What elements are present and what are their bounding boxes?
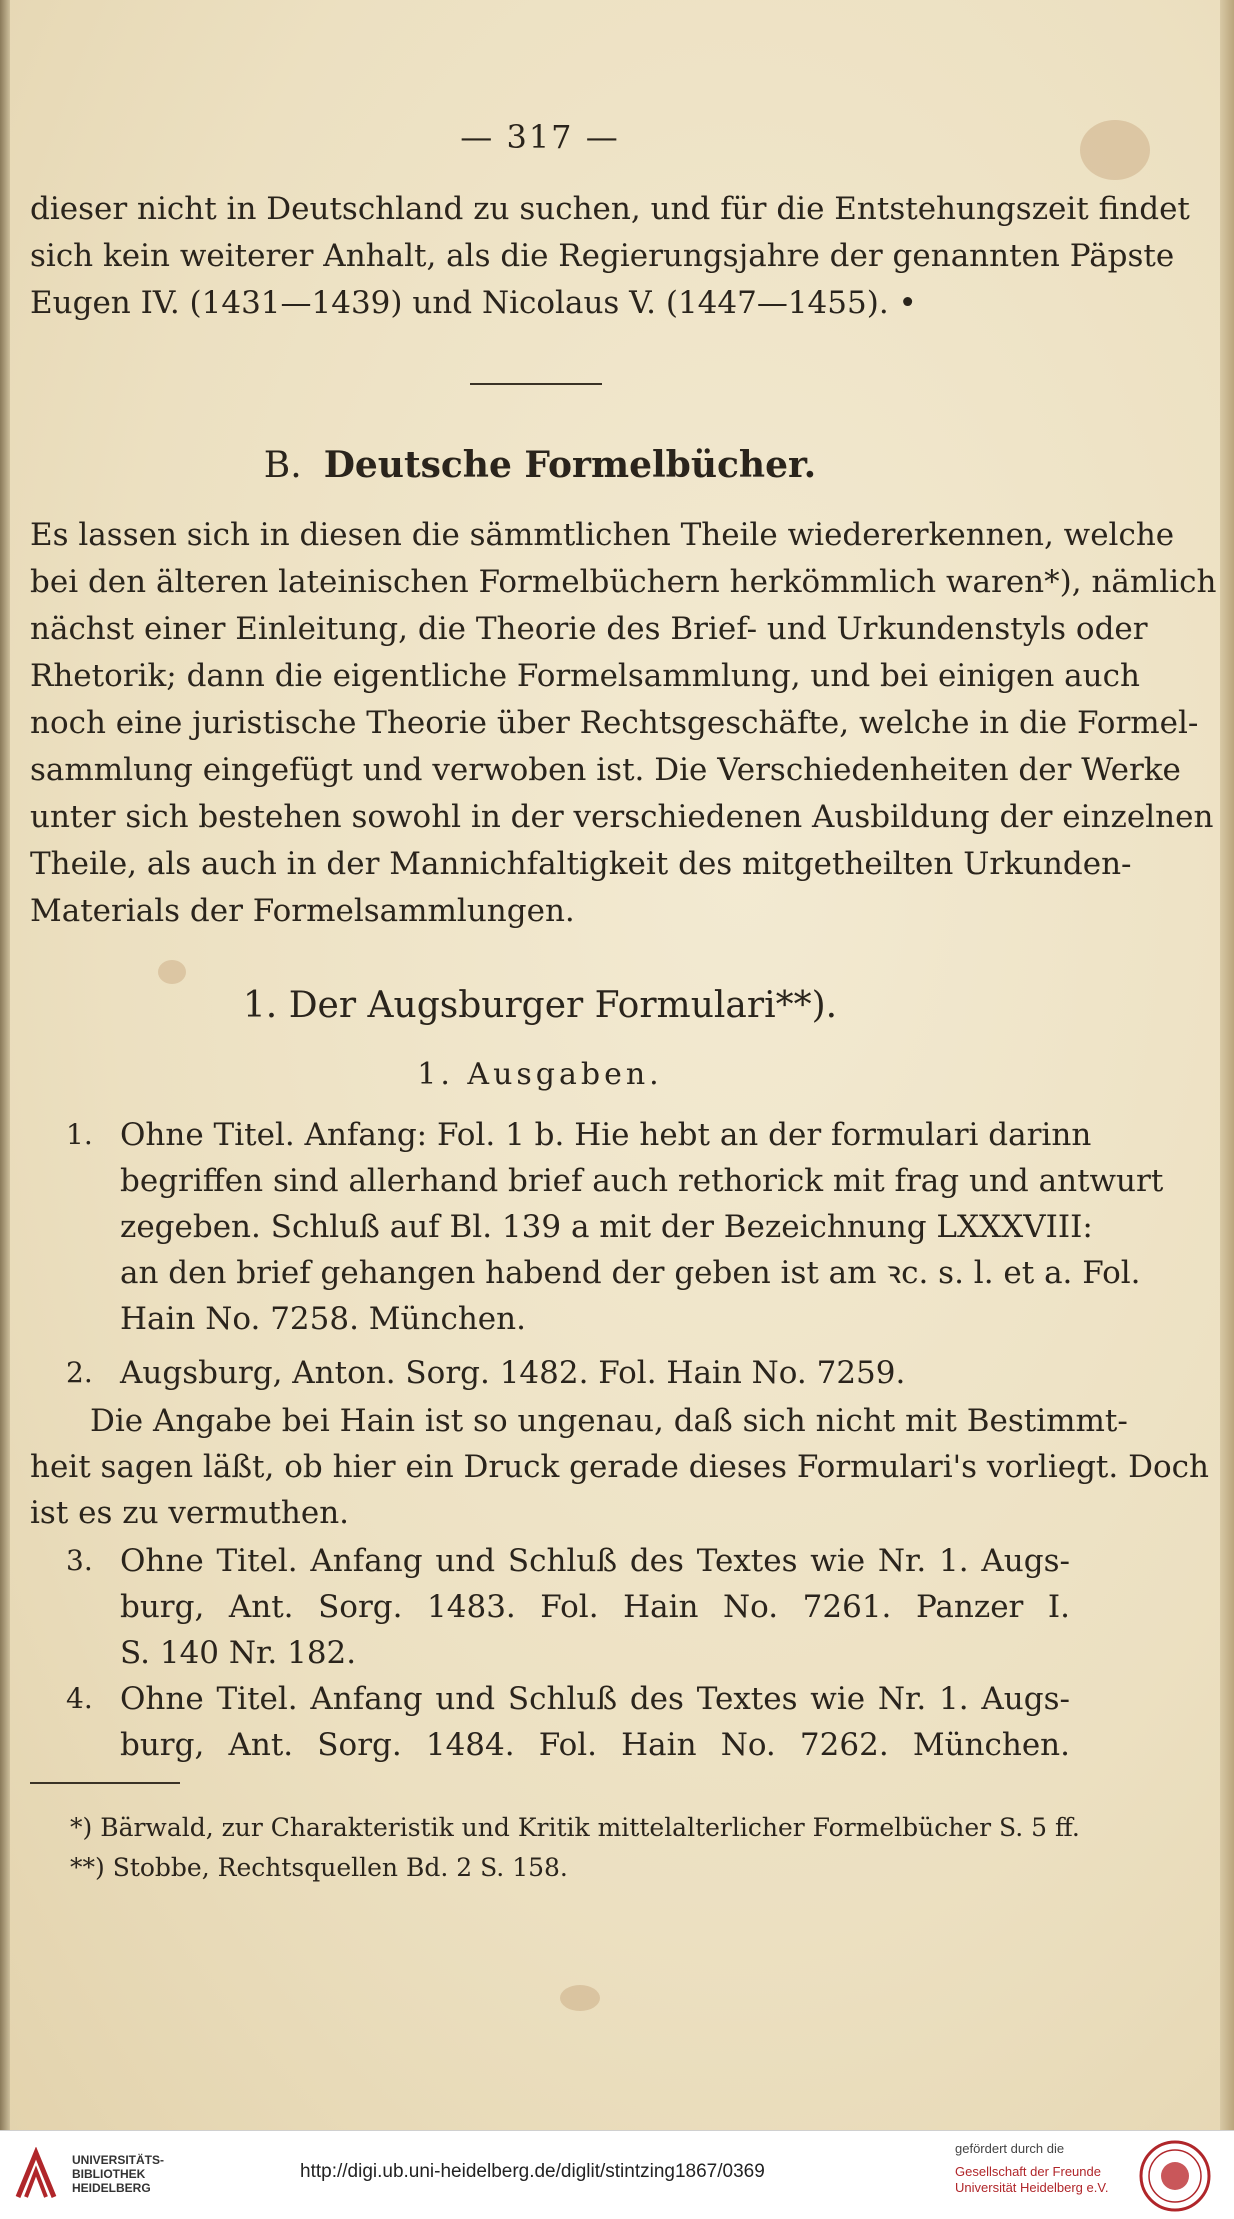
entry-line: Ohne Titel. Anfang: Fol. 1 b. Hie hebt an der formulari darinn	[120, 1117, 1092, 1153]
entry-number: 4.	[66, 1682, 93, 1715]
permalink-url[interactable]: http://digi.ub.uni-heidelberg.de/diglit/stintzing1867/0369	[300, 2161, 765, 2182]
sponsor-credit[interactable]	[955, 2141, 1108, 2196]
footnote-divider	[30, 1782, 180, 1784]
body-paragraph	[30, 512, 1217, 935]
entry-line: begriffen sind allerhand brief auch rethorick mit frag und antwurt	[120, 1163, 1164, 1199]
entry-line: burg, Ant. Sorg. 1484. Fol. Hain No. 7262. München.	[120, 1727, 1070, 1763]
text-line: dieser nicht in Deutschland zu suchen, und für die Entstehungszeit findet	[30, 191, 1190, 227]
stain-mark	[1080, 120, 1150, 180]
text-line: nächst einer Einleitung, die Theorie des Brief- und Urkundenstyls oder	[30, 611, 1148, 647]
text-line: sammlung eingefügt und verwoben ist. Die Verschiedenheiten der Werke	[30, 752, 1181, 788]
subsubsection-heading: 1. Ausgaben.	[417, 1057, 663, 1092]
subsection-heading: 1. Der Augsburger Formulari**).	[242, 985, 838, 1026]
footnote: **) Stobbe, Rechtsquellen Bd. 2 S. 158.	[70, 1853, 568, 1882]
entry-number: 1.	[66, 1118, 93, 1151]
sponsor-label: gefördert durch die	[955, 2141, 1065, 2156]
bibliography-entry	[30, 1112, 1164, 1342]
text-line: Rhetorik; dann die eigentliche Formelsammlung, und bei einigen auch	[30, 658, 1140, 694]
sponsor-org-line: Universität Heidelberg e.V.	[955, 2180, 1109, 2195]
entry-line: burg, Ant. Sorg. 1483. Fol. Hain No. 7261. Panzer I.	[120, 1589, 1070, 1625]
note-line: Die Angabe bei Hain ist so ungenau, daß sich nicht mit Bestimmt-	[90, 1403, 1128, 1439]
university-seal-icon	[1138, 2139, 1212, 2213]
entry-line: zegeben. Schluß auf Bl. 139 a mit der Bezeichnung LXXXVIII:	[120, 1209, 1093, 1245]
footer-bar	[0, 2130, 1234, 2219]
entry-line: an den brief gehangen habend der geben ist am ꝛc. s. l. et a. Fol.	[120, 1255, 1141, 1291]
sponsor-org-line: Gesellschaft der Freunde	[955, 2164, 1101, 2179]
text-line: bei den älteren lateinischen Formelbüchern herkömmlich waren*), nämlich	[30, 564, 1217, 600]
bibliography-entry	[30, 1676, 1070, 1768]
entry-number: 3.	[66, 1544, 93, 1577]
section-title: Deutsche Formelbücher.	[323, 444, 817, 486]
bibliography-entry	[30, 1538, 1070, 1676]
section-heading	[0, 444, 1080, 486]
entry-line: Ohne Titel. Anfang und Schluß des Textes wie Nr. 1. Augs-	[120, 1681, 1070, 1717]
stain-mark	[560, 1985, 600, 2011]
text-line: unter sich bestehen sowohl in der verschiedenen Ausbildung der einzelnen	[30, 799, 1214, 835]
text-line: Es lassen sich in diesen die sämmtlichen Theile wiedererkennen, welche	[30, 517, 1175, 553]
text-line: Materials der Formelsammlungen.	[30, 893, 575, 929]
section-divider	[470, 383, 602, 385]
text-line: Eugen IV. (1431—1439) und Nicolaus V. (1447—1455). •	[30, 285, 917, 321]
entry-number: 2.	[66, 1356, 93, 1389]
footnotes	[70, 1808, 1080, 1888]
note-line: ist es zu vermuthen.	[30, 1495, 350, 1531]
entry-line: Augsburg, Anton. Sorg. 1482. Fol. Hain No. 7259.	[120, 1355, 906, 1391]
footnote: *) Bärwald, zur Charakteristik und Kritik mittelalterlicher Formelbücher S. 5 ff.	[70, 1813, 1080, 1842]
bibliography-entry	[30, 1350, 1070, 1396]
page-edge	[1220, 0, 1234, 2130]
text-line: Theile, als auch in der Mannichfaltigkeit des mitgetheilten Urkunden-	[30, 846, 1132, 882]
entry-line: Ohne Titel. Anfang und Schluß des Textes wie Nr. 1. Augs-	[120, 1543, 1070, 1579]
intro-paragraph	[30, 186, 1190, 327]
note-line: heit sagen läßt, ob hier ein Druck gerade dieses Formulari's vorliegt. Doch	[30, 1449, 1209, 1485]
entry-line: S. 140 Nr. 182.	[120, 1635, 357, 1671]
stain-mark	[158, 960, 186, 984]
library-logo-icon[interactable]	[12, 2147, 60, 2203]
library-name[interactable]: UNIVERSITÄTS- BIBLIOTHEK HEIDELBERG	[72, 2153, 165, 2195]
page-number: — 317 —	[460, 118, 620, 156]
section-letter: B.	[263, 445, 302, 486]
text-line: noch eine juristische Theorie über Rechtsgeschäfte, welche in die Formel-	[30, 705, 1199, 741]
text-line: sich kein weiterer Anhalt, als die Regierungsjahre der genannten Päpste	[30, 238, 1175, 274]
entry-note	[30, 1398, 1209, 1536]
entry-line: Hain No. 7258. München.	[120, 1301, 526, 1337]
